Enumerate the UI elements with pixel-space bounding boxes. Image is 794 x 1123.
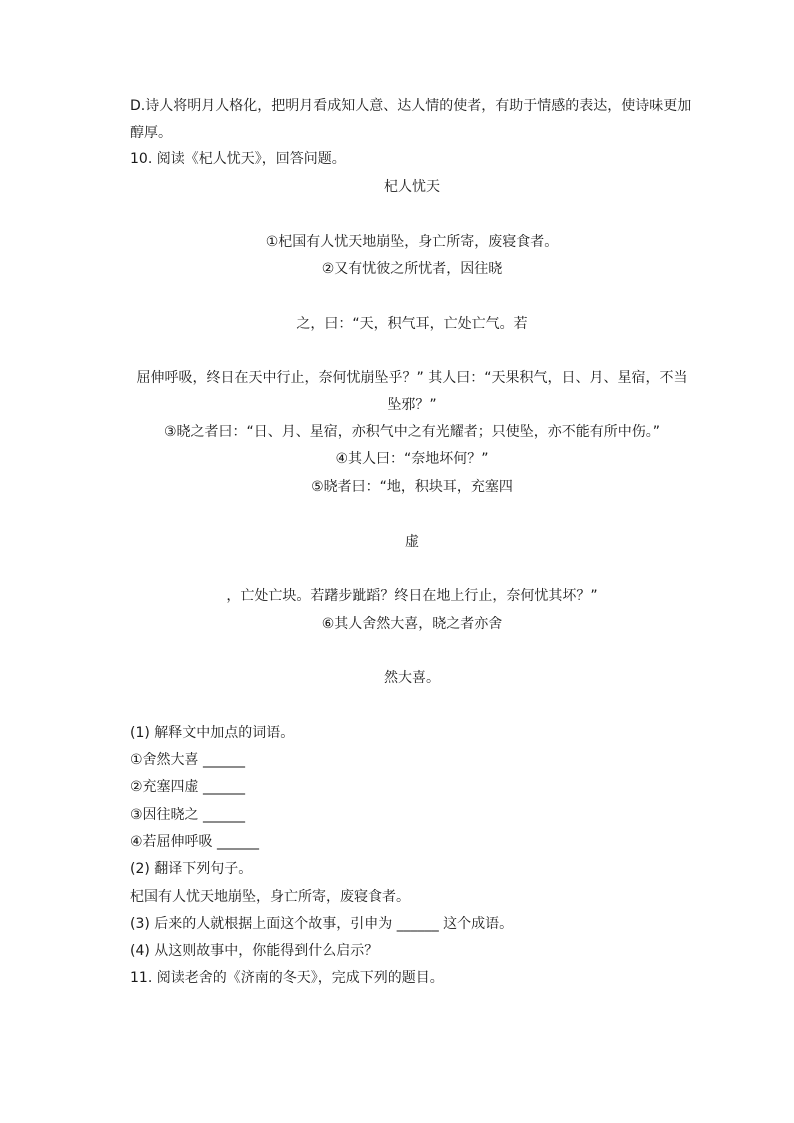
subquestion-1-item-a: ①舍然大喜 ______ — [130, 752, 246, 768]
story-paragraph-12: 然大喜。 — [384, 670, 440, 686]
subquestion-3: (3) 后来的人就根据上面这个故事，引申为 ______ 这个成语。 — [130, 916, 514, 932]
question-10-header: 10. 阅读《杞人忧天》，回答问题。 — [130, 151, 346, 167]
subquestion-1-item-d: ④若屈伸呼吸 ______ — [130, 834, 260, 850]
subquestion-1-item-b: ②充塞四虚 ______ — [130, 779, 246, 795]
story-paragraph-11: ⑥其人舍然大喜，晓之者亦舍 — [321, 616, 503, 632]
story-paragraph-10: ，亡处亡块。若躇步跐蹈？终日在地上行止，奈何忧其坏？” — [226, 588, 598, 604]
story-paragraph-7: ④其人曰：“奈地坏何？” — [335, 451, 489, 467]
option-d-line-2: 醇厚。 — [130, 125, 172, 141]
story-paragraph-1: ①杞国有人忧天地崩坠，身亡所寄，废寝食者。 — [265, 234, 559, 250]
option-d-line-1: D.诗人将明月人格化，把明月看成知人意、达人情的使者，有助于情感的表达，使诗味更加 — [130, 98, 692, 114]
story-paragraph-6: ③晓之者曰：“日、月、星宿，亦积气中之有光耀者；只使坠，亦不能有所中伤。” — [163, 424, 661, 440]
story-paragraph-2: ②又有忧彼之所忧者，因往晓 — [321, 261, 503, 277]
story-paragraph-5: 坠邪？” — [387, 397, 437, 413]
story-paragraph-8: ⑤晓者曰：“地，积块耳，充塞四 — [311, 479, 513, 495]
subquestion-2: (2) 翻译下列句子。 — [130, 861, 253, 877]
question-11-header: 11. 阅读老舍的《济南的冬天》，完成下列的题目。 — [130, 970, 444, 986]
subquestion-1: (1) 解释文中加点的词语。 — [130, 725, 295, 741]
subquestion-1-item-c: ③因往晓之 ______ — [130, 807, 246, 823]
subquestion-2-sentence: 杞国有人忧天地崩坠，身亡所寄，废寝食者。 — [130, 889, 410, 905]
subquestion-4: (4) 从这则故事中，你能得到什么启示？ — [130, 943, 379, 959]
story-title: 杞人忧天 — [384, 179, 440, 195]
story-paragraph-4: 屈伸呼吸，终日在天中行止，奈何忧崩坠乎？” 其人曰：“天果积气，日、月、星宿，不当 — [136, 370, 688, 386]
story-paragraph-9: 虚 — [405, 534, 419, 550]
story-paragraph-3: 之，曰：“天，积气耳，亡处亡气。若 — [296, 316, 528, 332]
